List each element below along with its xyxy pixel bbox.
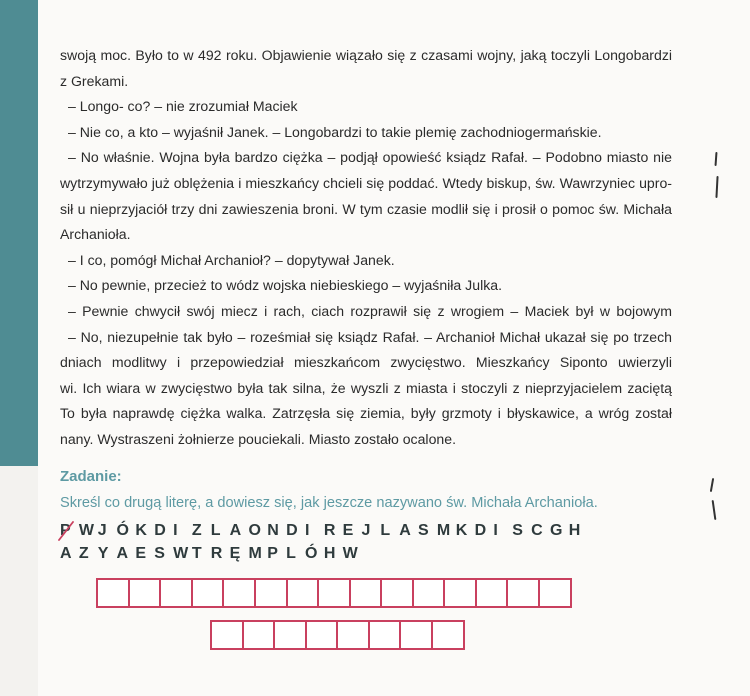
letter[interactable]: E (135, 545, 147, 562)
letter[interactable]: P (60, 522, 71, 539)
letter[interactable]: T (191, 545, 202, 562)
letter[interactable]: K (455, 522, 468, 539)
margin-pencil-mark (710, 478, 714, 492)
story-line: wi. Ich wiara w zwycięstwo była tak silna, że wyszli z miasta i stoczyli z nieprzyjacielem zaciętą (60, 379, 672, 396)
letter[interactable]: A (399, 522, 411, 539)
answer-letter-box[interactable] (538, 578, 572, 608)
answer-letter-box[interactable] (336, 620, 370, 650)
letter[interactable]: Y (97, 545, 109, 562)
letter[interactable]: L (286, 545, 296, 562)
answer-letter-box[interactable] (399, 620, 433, 650)
story-line: – Pewnie chwycił swój miecz i rach, ciach rozprawił się z wrogiem – Maciek był w bojowym (68, 302, 672, 319)
letter[interactable]: N (267, 522, 279, 539)
letter-row-1 (60, 522, 588, 540)
letter[interactable]: D (286, 522, 298, 539)
answer-letter-box[interactable] (96, 578, 130, 608)
story-line: dniach modlitwy i przepowiedział mieszkańcom zwycięstwo. Mieszkańcy Siponto uwierzyli (60, 354, 672, 371)
strike-mark (58, 521, 74, 541)
task-title: Zadanie: (60, 468, 122, 485)
answer-letter-box[interactable] (443, 578, 477, 608)
letter[interactable]: M (248, 545, 262, 562)
answer-letter-box[interactable] (191, 578, 225, 608)
answer-letter-box[interactable] (412, 578, 446, 608)
letter[interactable]: E (342, 522, 354, 539)
story-line: – I co, pomógł Michał Archanioł? – dopytywał Janek. (68, 251, 395, 268)
letter[interactable]: D (474, 522, 487, 539)
letter[interactable]: A (116, 545, 129, 562)
task-instruction: Skreśl co drugą literę, a dowiesz się, jak jeszcze nazywano św. Michała Archanioła. (60, 495, 598, 511)
story-line: nany. Wystraszeni żołnierze pouciekali. Miasto zostało ocalone. (60, 430, 456, 447)
letter[interactable]: L (210, 522, 221, 539)
letter[interactable]: G (549, 522, 563, 539)
letter[interactable]: Ó (304, 545, 318, 562)
letter[interactable]: S (512, 522, 523, 539)
story-line: sił u nieprzyjaciół trzy dni zawieszenia broni. W tym czasie modlił się i prosił o pomoc św. Michała (60, 200, 672, 217)
letter[interactable]: I (304, 522, 310, 539)
letter[interactable]: W (78, 522, 94, 539)
left-margin (0, 466, 38, 696)
margin-pencil-mark (715, 152, 718, 166)
answer-letter-box[interactable] (286, 578, 320, 608)
story-line: – Nie co, a kto – wyjaśnił Janek. – Longobardzi to takie plemię zachodniogermańskie. (68, 123, 602, 140)
margin-pencil-mark (715, 176, 718, 198)
left-color-stripe (0, 0, 38, 466)
answer-word-2[interactable] (254, 578, 572, 608)
letter[interactable]: K (135, 522, 147, 539)
letter[interactable]: M (436, 522, 451, 539)
answer-letter-box[interactable] (210, 620, 244, 650)
story-line: – No właśnie. Wojna była bardzo ciężka – podjął opowieść ksiądz Rafał. – Podobno miasto nie (68, 149, 672, 166)
story-text (60, 43, 672, 453)
letter[interactable]: J (361, 522, 371, 539)
answer-letter-box[interactable] (254, 578, 288, 608)
answer-letter-box[interactable] (305, 620, 339, 650)
answer-letter-box[interactable] (475, 578, 509, 608)
letter-row-2 (60, 545, 362, 563)
letter[interactable]: S (154, 545, 165, 562)
margin-pencil-mark (712, 500, 717, 520)
story-line: – Longo- co? – nie zrozumiał Maciek (68, 98, 298, 115)
answer-letter-box[interactable] (128, 578, 162, 608)
answer-word-1[interactable] (96, 578, 256, 608)
letter[interactable]: J (97, 522, 107, 539)
letter[interactable]: L (380, 522, 391, 539)
story-line: swoją moc. Było to w 492 roku. Objawienie wiązało się z czasami wojny, jaką toczyli Longobardzi (60, 47, 672, 63)
letter[interactable]: O (248, 522, 261, 539)
letter[interactable]: R (323, 522, 336, 539)
letter[interactable]: S (418, 522, 429, 539)
letter[interactable]: R (210, 545, 223, 562)
answer-letter-box[interactable] (431, 620, 465, 650)
answer-letter-box[interactable] (222, 578, 256, 608)
story-line: – No, niezupełnie tak było – roześmiał się ksiądz Rafał. – Archanioł Michał ukazał się po trzech (68, 328, 672, 345)
story-line: – No pewnie, przecież to wódz wojska niebieskiego – wyjaśniła Julka. (68, 277, 502, 294)
story-line: wytrzymywało już oblężenia i mieszkańcy chcieli się poddać. Wtedy biskup, św. Wawrzyniec upro- (60, 174, 672, 191)
answer-word-3[interactable] (210, 620, 465, 650)
letter[interactable]: Z (191, 522, 202, 539)
letter[interactable]: H (323, 545, 336, 562)
story-line: Archanioła. (60, 226, 131, 243)
letter[interactable]: I (493, 522, 498, 539)
letter[interactable]: A (229, 522, 242, 539)
letter[interactable]: Ę (229, 545, 241, 562)
answer-letter-box[interactable] (380, 578, 414, 608)
letter[interactable]: H (568, 522, 581, 539)
answer-letter-box[interactable] (349, 578, 383, 608)
answer-letter-box[interactable] (317, 578, 351, 608)
letter[interactable]: I (173, 522, 178, 539)
letter[interactable]: A (60, 545, 72, 562)
letter[interactable]: W (173, 545, 189, 562)
letter[interactable]: Z (78, 545, 89, 562)
story-line: To była naprawdę ciężka walka. Zatrzęsła się ziemia, były grzmoty i błyskawice, a wróg został (60, 405, 672, 422)
letter[interactable]: W (342, 545, 358, 562)
story-line: z Grekami. (60, 72, 129, 89)
answer-letter-box[interactable] (273, 620, 307, 650)
letter[interactable]: D (154, 522, 166, 539)
answer-letter-box[interactable] (368, 620, 402, 650)
letter[interactable]: C (531, 522, 543, 539)
letter[interactable]: P (267, 545, 278, 562)
answer-letter-box[interactable] (242, 620, 276, 650)
answer-letter-box[interactable] (506, 578, 540, 608)
answer-letter-box[interactable] (159, 578, 193, 608)
letter[interactable]: Ó (116, 522, 129, 539)
